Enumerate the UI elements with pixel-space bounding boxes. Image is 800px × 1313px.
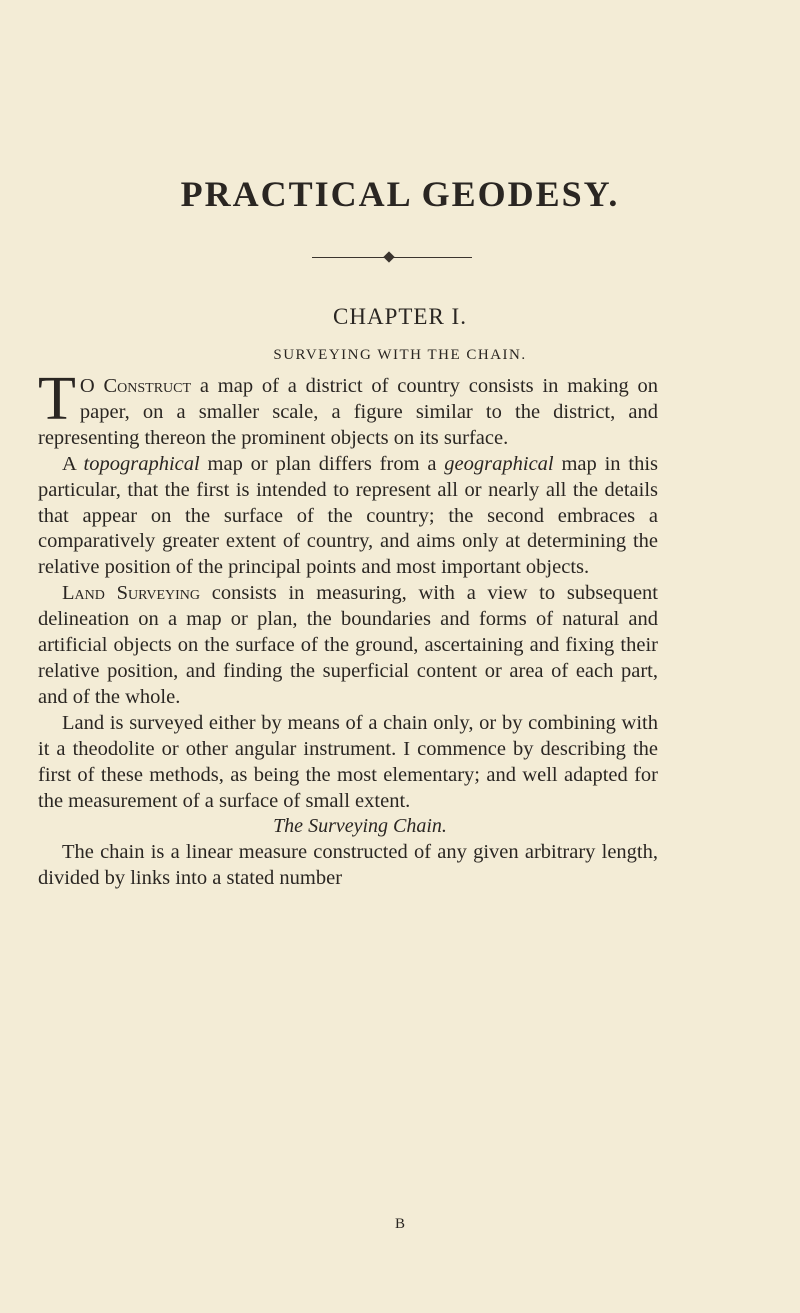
body-text — [38, 365, 659, 892]
chapter-subtitle: SURVEYING WITH THE CHAIN. — [273, 347, 527, 363]
paragraph-3-text: consists in measuring, with a view to subsequent delineation on a map or plan, the boundaries and forms of natural and artificial objects on the surface of the ground, ascertaining and fixing their relative position, and finding the superficial content or area of each part, and of the whole. — [38, 582, 658, 708]
paragraph-2-part-c: map in this particular, that the first is intended to represent all or nearly all the details that appear on the surface of the country; the second embraces a comparatively greater extent of country, and aims only at determining the relative position of the principal points and most important objects. — [38, 452, 658, 579]
term-geographical: geographical — [444, 452, 554, 475]
book-title: PRACTICAL GEODESY. — [180, 174, 620, 214]
paragraph-1-text: a map of a district of country consists in making on paper, on a smaller scale, a figure similar to the district, and representing thereon the prominent objects on its surface. — [38, 375, 659, 449]
paragraph-1-lead: O Construct — [79, 375, 192, 397]
paragraph-5: The chain is a linear measure constructed of any given arbitrary length, divided by links into a stated number — [38, 841, 658, 890]
paragraph-1 — [38, 365, 659, 452]
signature-mark: B — [394, 1216, 405, 1232]
paragraph-4: Land is surveyed either by means of a chain only, or by combining with it a theodolite or other angular instrument. I commence by describing the first of these methods, as being the most elementary; and well adapted for the measurement of a surface of small extent. — [38, 711, 658, 812]
term-topographical: topographical — [83, 452, 200, 475]
section-heading: The Surveying Chain. — [273, 815, 447, 838]
drop-cap: T — [38, 365, 76, 433]
paragraph-3 — [38, 581, 658, 711]
paragraph-2 — [38, 452, 658, 582]
rule-ornament-icon — [383, 251, 394, 262]
paragraph-2-part-a: A — [62, 452, 84, 475]
paragraph-2-part-b: map or plan differs from a — [199, 452, 445, 475]
chapter-title: CHAPTER I. — [333, 304, 467, 329]
paragraph-3-lead: Land Surveying — [62, 582, 201, 605]
